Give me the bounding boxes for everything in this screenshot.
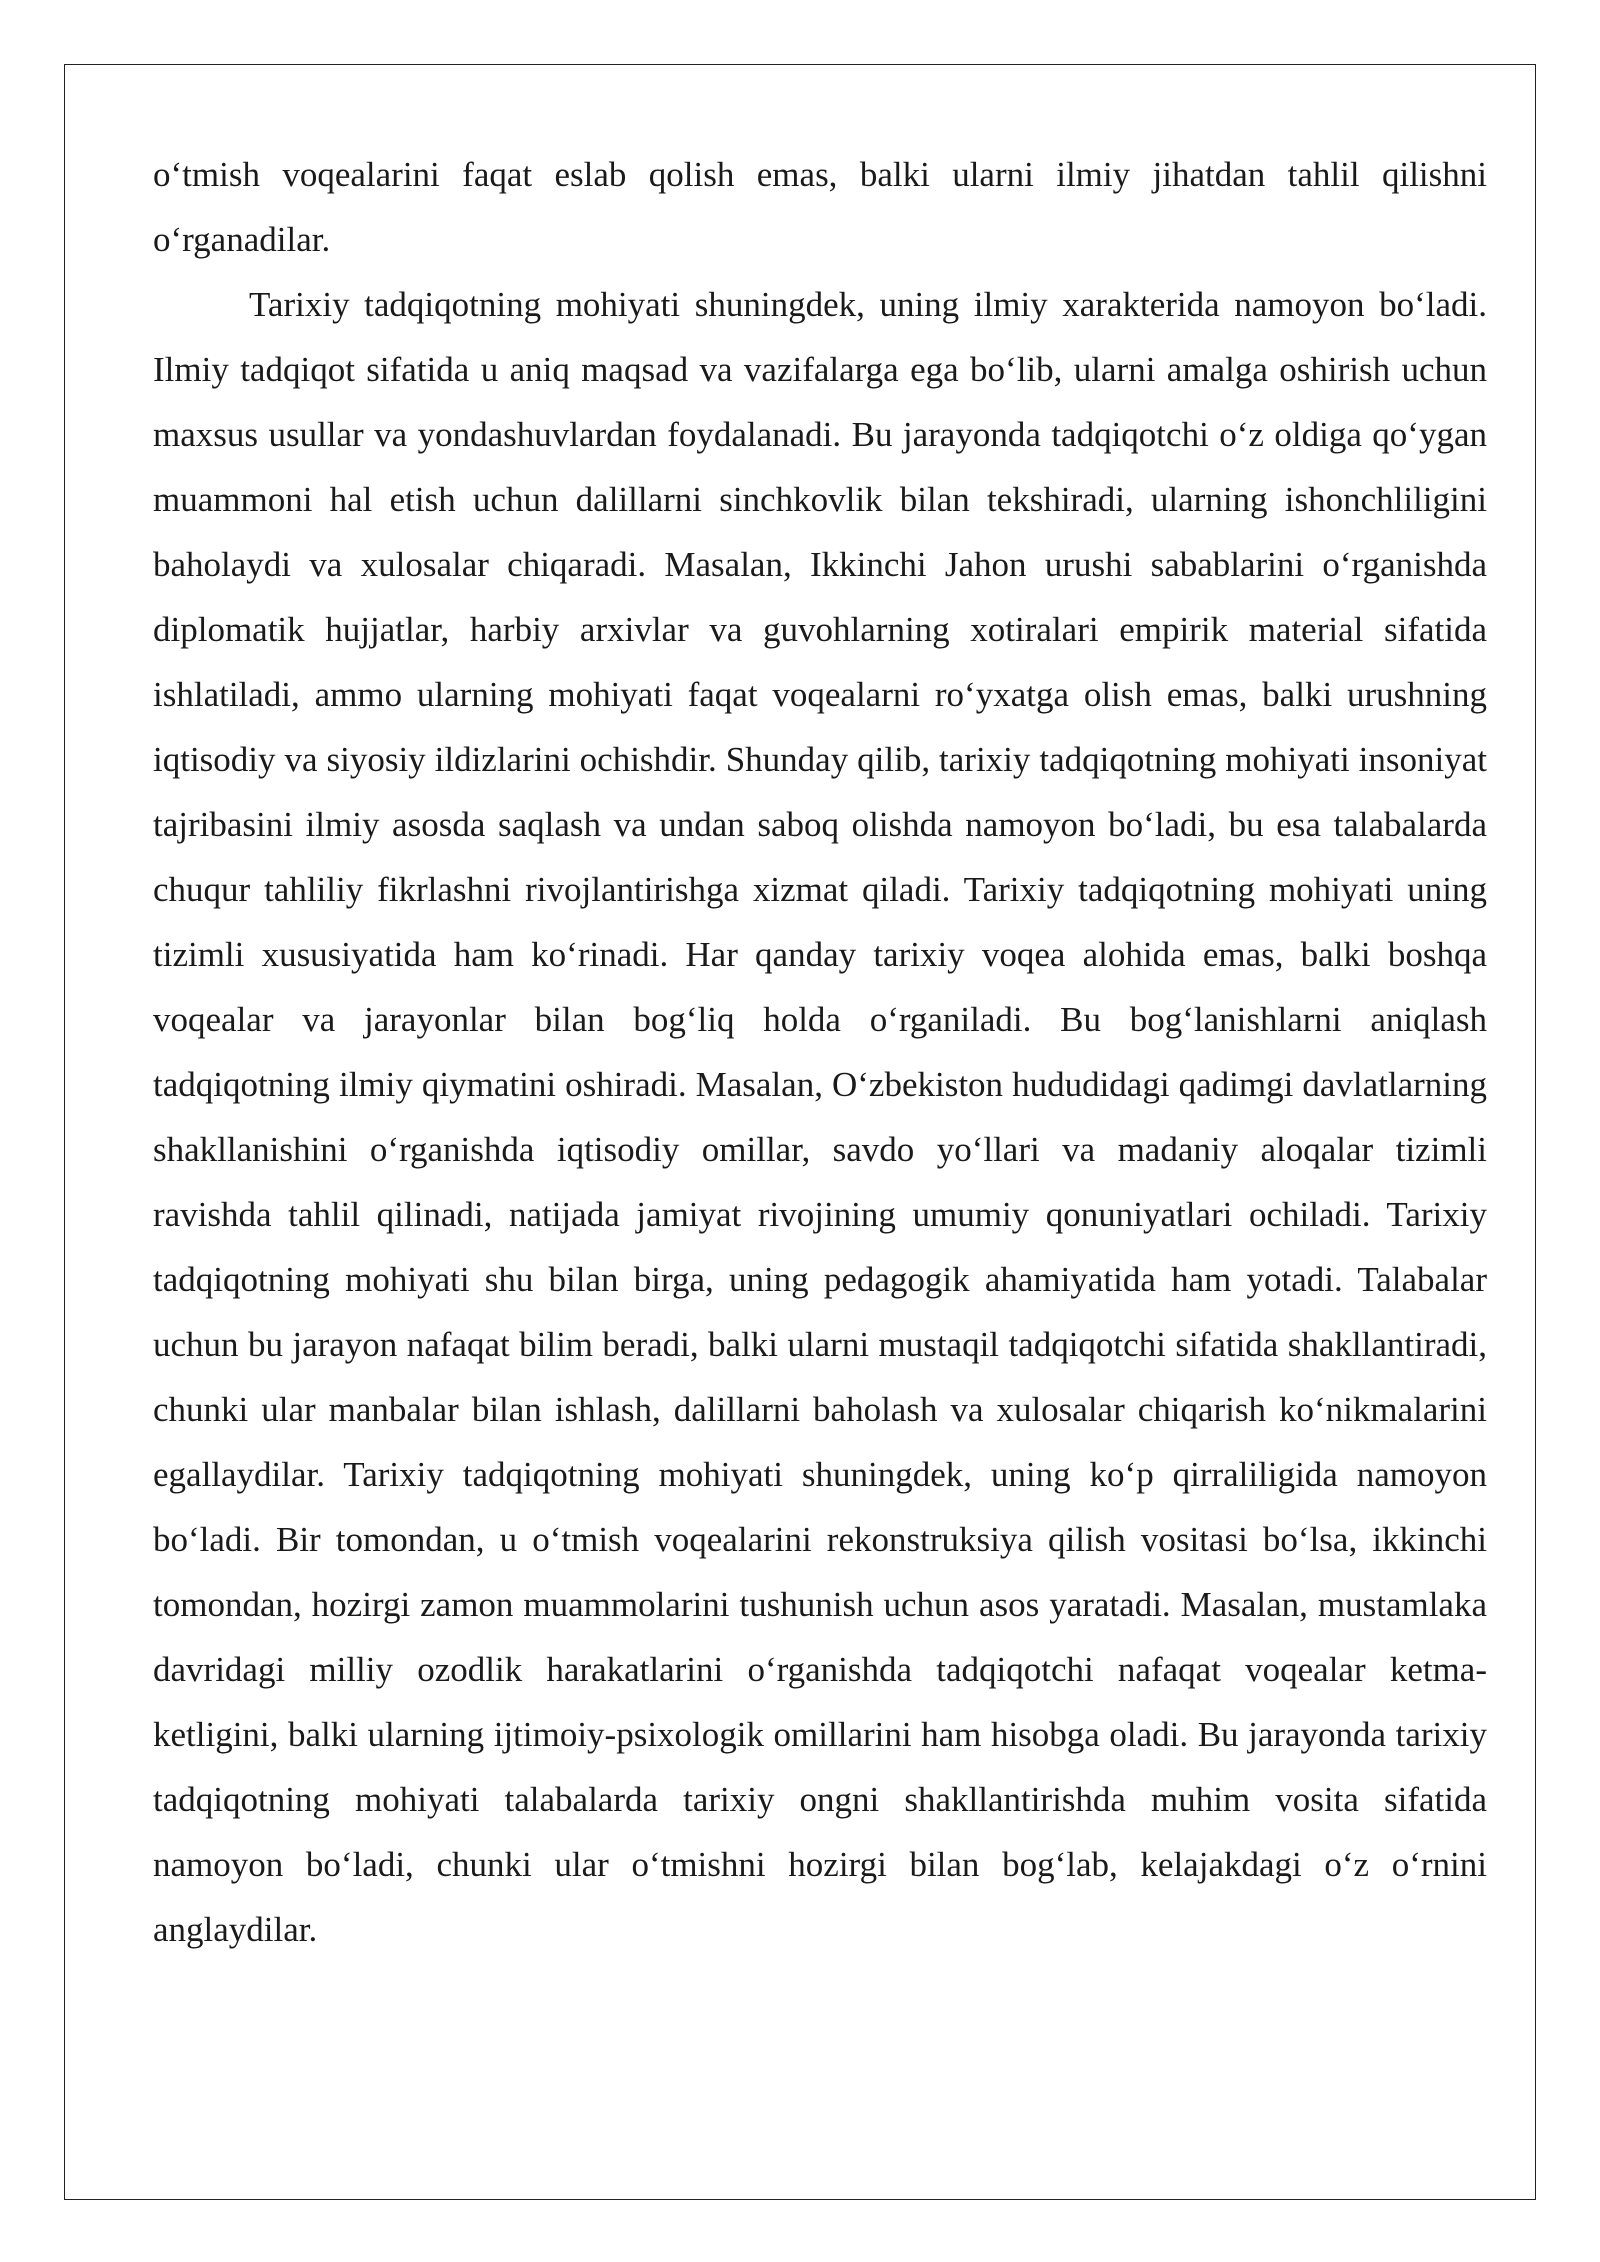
paragraph-continuation: oʻtmish voqealarini faqat eslab qolish emas, balki ularni ilmiy jihatdan tahlil qilishni oʻrganadilar. [153, 155, 1487, 259]
paragraph-main: Tarixiy tadqiqotning mohiyati shuningdek, uning ilmiy xarakterida namoyon boʻladi. Ilmiy tadqiqot sifatida u aniq maqsad va vazifalarga ega boʻlib, ularni amalga oshirish uchun maxsus usullar va yondashuvlardan foydalanadi. Bu jarayonda tadqiqotchi oʻz oldiga qoʻygan muammoni hal etish uchun dalillarni sinchkovlik bilan tekshiradi, ularning ishonchliligini baholaydi va xulosalar chiqaradi. Masalan, Ikkinchi Jahon urushi sabablarini oʻrganishda diplomatik hujjatlar, harbiy arxivlar va guvohlarning xotiralari empirik material sifatida ishlatiladi, ammo ularning mohiyati faqat voqealarni roʻyxatga olish emas, balki urushning iqtisodiy va siyosiy ildizlarini ochishdir. Shunday qilib, tarixiy tadqiqotning mohiyati insoniyat tajribasini ilmiy asosda saqlash va undan saboq olishda namoyon boʻladi, bu esa talabalarda chuqur tahliliy fikrlashni rivojlantirishga xizmat qiladi. Tarixiy tadqiqotning mohiyati uning tizimli xususiyatida ham koʻrinadi. Har qanday tarixiy voqea alohida emas, balki boshqa voqealar va jarayonlar bilan bogʻliq holda oʻrganiladi. Bu bogʻlanishlarni aniqlash tadqiqotning ilmiy qiymatini oshiradi. Masalan, Oʻzbekiston hududidagi qadimgi davlatlarning shakllanishini oʻrganishda iqtisodiy omillar, savdo yoʻllari va madaniy aloqalar tizimli ravishda tahlil qilinadi, natijada jamiyat rivojining umumiy qonuniyatlari ochiladi. Tarixiy tadqiqotning mohiyati shu bilan birga, uning pedagogik ahamiyatida ham yotadi. Talabalar uchun bu jarayon nafaqat bilim beradi, balki ularni mustaqil tadqiqotchi sifatida shakllantiradi, chunki ular manbalar bilan ishlash, dalillarni baholash va xulosalar chiqarish koʻnikmalarini egallaydilar. Tarixiy tadqiqotning mohiyati shuningdek, uning koʻp qirraliligida namoyon boʻladi. Bir tomondan, u oʻtmish voqealarini rekonstruksiya qilish vositasi boʻlsa, ikkinchi tomondan, hozirgi zamon muammolarini tushunish uchun asos yaratadi. Masalan, mustamlaka davridagi milliy ozodlik harakatlarini oʻrganishda tadqiqotchi nafaqat voqealar ketma-ketligini, balki ularning ijtimoiy-psixologik omillarini ham hisobga oladi. Bu jarayonda tarixiy tadqiqotning mohiyati talabalarda tarixiy ongni shakllantirishda muhim vosita sifatida namoyon boʻladi, chunki ular oʻtmishni hozirgi bilan bogʻlab, kelajakdagi oʻz oʻrnini anglaydilar. [153, 285, 1487, 1949]
document-body [153, 142, 1487, 1962]
